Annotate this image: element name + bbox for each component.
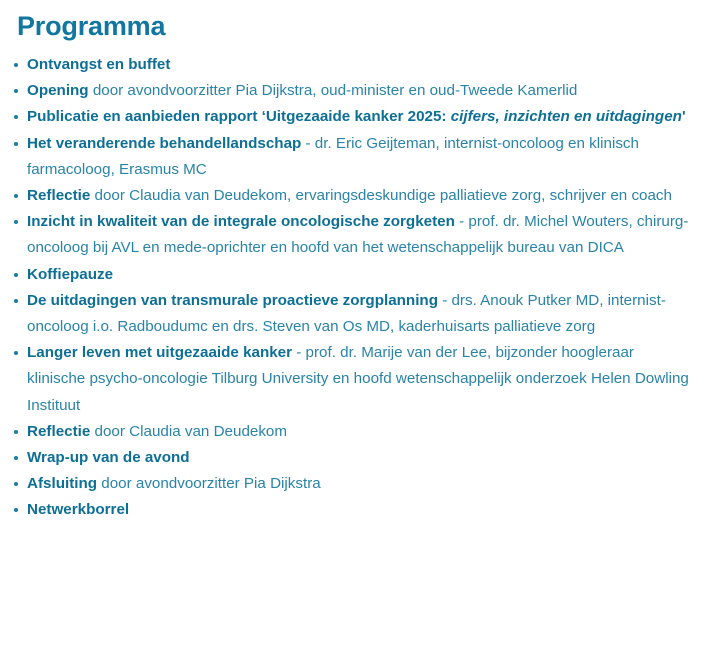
program-item-text-regular: - drs. Anouk Putker MD, internist-oncoloog i.o. Radboudumc en drs. Steven van Os MD, kaderhuisarts palliatieve zorg (27, 291, 666, 336)
program-item-wrap-up (0, 445, 705, 471)
program-item-text-bold: Koffiepauze (27, 265, 114, 283)
page-title: Programma (17, 11, 166, 41)
program-item-afsluiting (0, 471, 705, 497)
program-item-opening (0, 78, 705, 104)
program-item-netwerkborrel (0, 497, 705, 523)
program-item-text-regular: - prof. dr. Marije van der Lee, bijzonder hoogleraar klinische psycho-oncologie Tilburg University en hoofd wetenschappelijk onderzoek Helen Dowling Instituut (27, 344, 689, 414)
program-item-text-bold: Langer leven met uitgezaaide kanker (27, 344, 293, 362)
program-item-reflectie-2 (0, 419, 705, 445)
program-item-text-regular: door avondvoorzitter Pia Dijkstra (97, 475, 321, 493)
program-item-reflectie-1 (0, 183, 705, 209)
program-item-text-bold: Wrap-up van de avond (27, 449, 190, 467)
program-item-text-bold: Reflectie (27, 187, 91, 205)
program-item-text-bold: Publicatie en aanbieden rapport ‘Uitgezaaide kanker 2025: (27, 108, 451, 126)
program-item-text-bold: Het veranderende behandellandschap (27, 134, 302, 152)
program-item-text-regular: - prof. dr. Michel Wouters, chirurg-oncoloog bij AVL en mede-oprichter en hoofd van het wetenschappelijk bureau van DICA (27, 213, 689, 257)
program-item-text-bold: Inzicht in kwaliteit van de integrale oncologische zorgketen (27, 213, 455, 231)
program-item-koffiepauze (0, 262, 705, 288)
program-item-text-regular: door Claudia van Deudekom, ervaringsdeskundige palliatieve zorg, schrijver en coach (90, 187, 672, 205)
program-item-text-regular: door avondvoorzitter Pia Dijkstra, oud-minister en oud-Tweede Kamerlid (88, 82, 578, 100)
program-item-ontvangst-en-buffet (0, 52, 705, 78)
program-item-text-bold: De uitdagingen van transmurale proactieve zorgplanning (27, 291, 438, 309)
program-item-text-bold: Reflectie (27, 422, 91, 440)
program-item-text-bold: Ontvangst en buffet (27, 56, 171, 73)
program-item-inzicht-in-kwaliteit (0, 209, 705, 261)
program-item-text-bolditalic: cijfers, inzichten en uitdagingen (450, 108, 682, 126)
program-item-text-bold: ' (681, 108, 686, 126)
program-item-text-regular: door Claudia van Deudekom (90, 422, 288, 440)
program-item-text-bold: Opening (27, 82, 89, 100)
program-item-text-regular: - dr. Eric Geijteman, internist-oncoloog en klinisch farmacoloog, Erasmus MC (27, 134, 639, 178)
program-item-langer-leven-met-uitgezaaide-kanker (0, 340, 705, 419)
program-item-het-veranderende-behandellandschap (0, 131, 705, 183)
program-item-text-bold: Netwerkborrel (27, 501, 130, 519)
program-item-transmurale-proactieve-zorgplanning (0, 288, 705, 340)
program-item-publicatie-rapport (0, 104, 705, 130)
programma-list (0, 44, 705, 524)
program-item-text-bold: Afsluiting (27, 475, 98, 493)
